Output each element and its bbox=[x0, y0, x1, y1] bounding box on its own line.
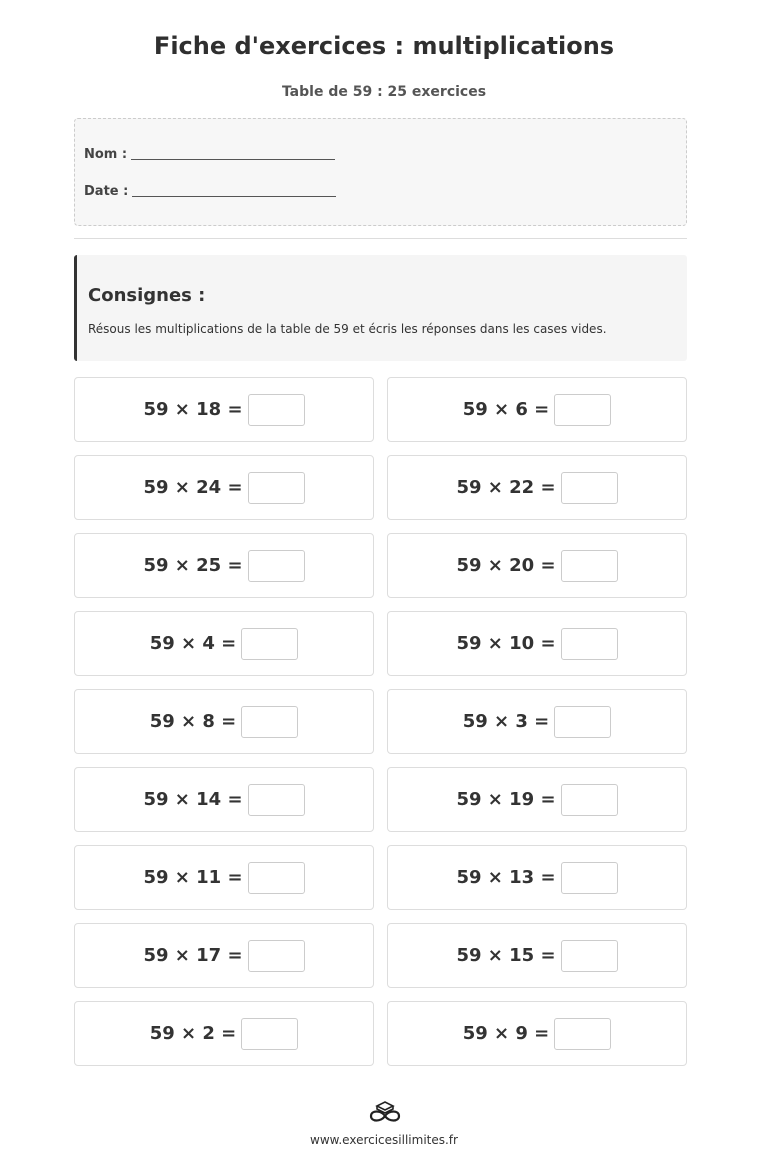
exercise-expression: 59 × 24 = bbox=[143, 477, 243, 498]
answer-box[interactable] bbox=[248, 940, 305, 972]
date-label: Date : bbox=[84, 184, 129, 199]
answer-box[interactable] bbox=[561, 862, 618, 894]
exercise-expression: 59 × 2 = bbox=[149, 1023, 237, 1044]
exercise-expression: 59 × 14 = bbox=[143, 789, 243, 810]
exercise-card bbox=[74, 455, 374, 520]
divider bbox=[74, 238, 687, 239]
name-field[interactable] bbox=[131, 159, 335, 160]
exercise-expression: 59 × 3 = bbox=[462, 711, 550, 732]
answer-box[interactable] bbox=[561, 940, 618, 972]
exercise-expression: 59 × 10 = bbox=[456, 633, 556, 654]
exercise-expression: 59 × 6 = bbox=[462, 399, 550, 420]
student-info-box bbox=[74, 118, 687, 226]
instructions-box bbox=[74, 255, 687, 361]
name-label: Nom : bbox=[84, 147, 128, 162]
exercise-expression: 59 × 18 = bbox=[143, 399, 243, 420]
exercise-card bbox=[74, 923, 374, 988]
infinity-books-icon bbox=[367, 1094, 403, 1124]
answer-box[interactable] bbox=[241, 706, 298, 738]
exercise-card bbox=[74, 689, 374, 754]
exercise-card bbox=[387, 377, 687, 442]
instructions-text: Résous les multiplications de la table de 59 et écris les réponses dans les cases vides. bbox=[88, 322, 607, 336]
answer-box[interactable] bbox=[248, 784, 305, 816]
answer-box[interactable] bbox=[554, 706, 611, 738]
exercise-card bbox=[74, 377, 374, 442]
exercise-expression: 59 × 8 = bbox=[149, 711, 237, 732]
answer-box[interactable] bbox=[561, 784, 618, 816]
date-row bbox=[84, 184, 336, 199]
exercise-card bbox=[387, 845, 687, 910]
page-title: Fiche d'exercices : multiplications bbox=[153, 32, 615, 60]
name-row bbox=[84, 147, 335, 162]
exercise-expression: 59 × 15 = bbox=[456, 945, 556, 966]
exercise-card bbox=[387, 455, 687, 520]
exercise-card bbox=[387, 611, 687, 676]
instructions-title: Consignes : bbox=[88, 285, 206, 306]
exercise-card bbox=[74, 1001, 374, 1066]
exercise-expression: 59 × 9 = bbox=[462, 1023, 550, 1044]
answer-box[interactable] bbox=[248, 862, 305, 894]
answer-box[interactable] bbox=[241, 628, 298, 660]
date-field[interactable] bbox=[132, 196, 336, 197]
answer-box[interactable] bbox=[561, 472, 618, 504]
footer-url[interactable]: www.exercicesillimites.fr bbox=[310, 1133, 458, 1147]
exercise-card bbox=[74, 845, 374, 910]
exercise-card bbox=[74, 767, 374, 832]
answer-box[interactable] bbox=[241, 1018, 298, 1050]
exercise-expression: 59 × 20 = bbox=[456, 555, 556, 576]
exercise-expression: 59 × 17 = bbox=[143, 945, 243, 966]
exercise-grid bbox=[74, 377, 687, 1066]
answer-box[interactable] bbox=[248, 550, 305, 582]
page-subtitle: Table de 59 : 25 exercices bbox=[281, 84, 487, 100]
answer-box[interactable] bbox=[248, 394, 305, 426]
exercise-card bbox=[387, 689, 687, 754]
exercise-card bbox=[74, 533, 374, 598]
answer-box[interactable] bbox=[561, 628, 618, 660]
exercise-card bbox=[387, 923, 687, 988]
answer-box[interactable] bbox=[554, 1018, 611, 1050]
exercise-expression: 59 × 4 = bbox=[149, 633, 237, 654]
exercise-expression: 59 × 25 = bbox=[143, 555, 243, 576]
exercise-card bbox=[387, 1001, 687, 1066]
exercise-expression: 59 × 13 = bbox=[456, 867, 556, 888]
answer-box[interactable] bbox=[248, 472, 305, 504]
exercise-card bbox=[387, 533, 687, 598]
exercise-expression: 59 × 19 = bbox=[456, 789, 556, 810]
exercise-card bbox=[387, 767, 687, 832]
answer-box[interactable] bbox=[561, 550, 618, 582]
exercise-expression: 59 × 22 = bbox=[456, 477, 556, 498]
exercise-expression: 59 × 11 = bbox=[143, 867, 243, 888]
exercise-card bbox=[74, 611, 374, 676]
answer-box[interactable] bbox=[554, 394, 611, 426]
